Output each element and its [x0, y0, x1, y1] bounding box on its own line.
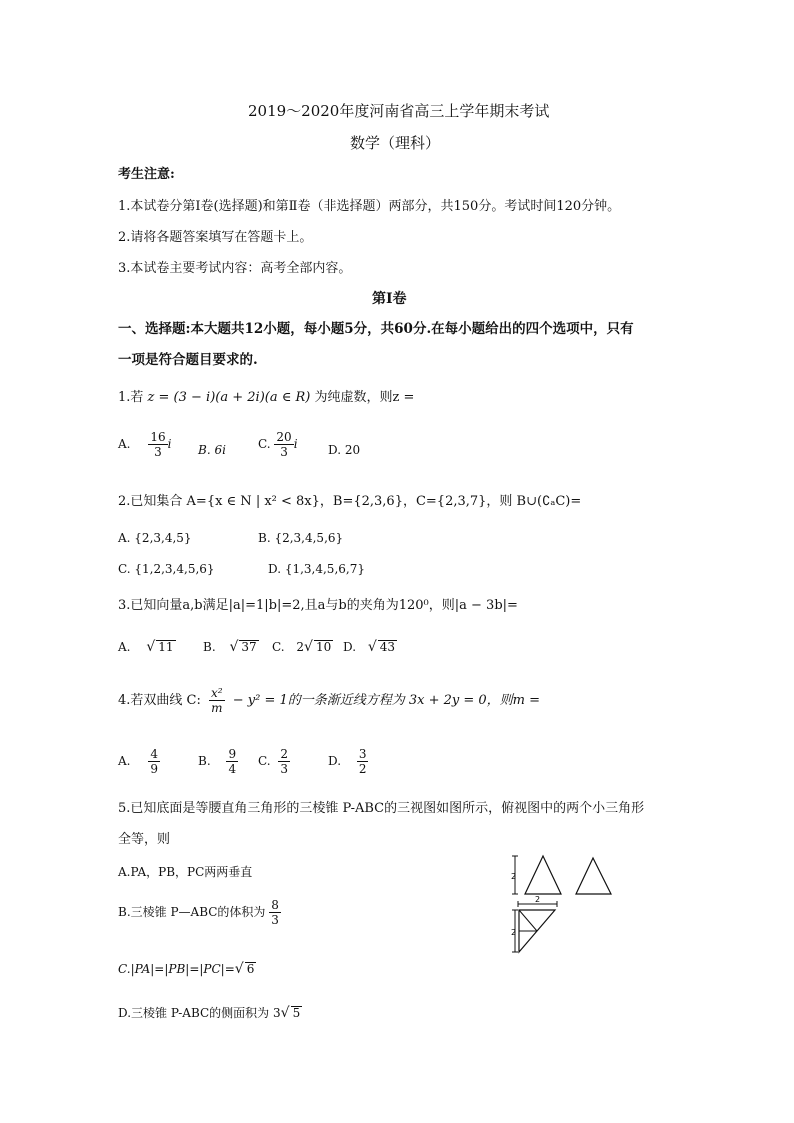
q5-c-radicand: 6 — [246, 962, 255, 976]
q4-b-label: B. — [198, 754, 211, 768]
q4-suffix: − y² = 1的一条渐近线方程为 3x + 2y = 0，则m = — [232, 693, 541, 708]
q4-d-den: 2 — [358, 762, 367, 776]
q5-b-den: 3 — [271, 913, 279, 927]
question-5-stem-line1: 5.已知底面是等腰直角三角形的三棱锥 P-ABC的三视图如图所示，俯视图中的两个小三角形 — [118, 801, 645, 816]
question-3-stem: 3.已知向量a,b满足|a|=1|b|=2,且a与b的夹角为120⁰，则|a − 3b|= — [118, 598, 518, 613]
q4-b-den: 4 — [228, 762, 237, 776]
q4-frac-den: m — [211, 701, 223, 715]
section-heading-line1: 一、选择题:本大题共12小题，每小题5分，共60分.在每小题给出的四个选项中，只有 — [118, 321, 634, 337]
q4-option-d — [328, 747, 368, 776]
q4-c-num: 2 — [280, 747, 289, 761]
q3-option-a: A. √ 11 — [118, 639, 174, 655]
front-view-triangle — [525, 856, 561, 894]
q3-c-label: C. — [272, 640, 285, 654]
question-1-stem — [118, 391, 414, 404]
q3-a-label: A. — [118, 640, 131, 654]
q1-c-label: C. — [258, 437, 271, 451]
top-width-label: 2 — [535, 895, 541, 904]
q4-b-fraction — [226, 747, 238, 776]
q1-option-d: D. 20 — [328, 443, 361, 457]
q4-prefix: 4.若双曲线 C: — [118, 693, 201, 708]
notice-item-1: 1.本试卷分第Ⅰ卷(选择题)和第Ⅱ卷（非选择题）两部分，共150分。考试时间120分钟。 — [118, 199, 621, 214]
q1-c-unit: i — [293, 437, 298, 451]
q5-c-text: C.|PA|=|PB|=|PC|= — [118, 962, 235, 976]
q2-option-a: A. {2,3,4,5} — [118, 531, 192, 545]
q5-b-fraction — [269, 898, 281, 927]
q3-option-d: D. √ 43 — [343, 639, 396, 655]
q3-d-radicand: 43 — [379, 640, 396, 654]
notice-heading: 考生注意: — [118, 167, 175, 182]
q1-c-den: 3 — [280, 445, 288, 459]
q5-b-num: 8 — [271, 898, 279, 912]
q1-c-fraction — [274, 430, 293, 459]
q4-frac-num: x² — [211, 686, 223, 700]
q3-b-radicand: 37 — [241, 640, 257, 654]
q1-expression: z = (3 − i)(a + 2i)(a ∈ R) — [147, 390, 311, 405]
question-2-stem: 2.已知集合 A={x ∈ N | x² < 8x}，B={2,3,6}，C={2,3,7}，则 B∪(∁ₐC)= — [118, 494, 582, 509]
q4-a-fraction — [148, 747, 160, 776]
q3-b-label: B. — [203, 640, 216, 654]
q5-option-c: C.|PA|=|PB|=|PC|=√ 6 — [118, 961, 255, 977]
q4-c-label: C. — [258, 754, 271, 768]
q5-option-d: D.三棱锥 P-ABC的侧面积为 3√ 5 — [118, 1005, 301, 1021]
q3-option-b: B. √ 37 — [203, 639, 257, 655]
question-5-stem-line2: 全等，则 — [118, 832, 171, 847]
q4-d-num: 3 — [358, 747, 367, 761]
q1-option-c — [258, 430, 298, 459]
q2-option-b: B. {2,3,4,5,6} — [258, 531, 344, 545]
q4-a-num: 4 — [150, 747, 158, 761]
q4-c-fraction — [278, 747, 290, 776]
q4-d-label: D. — [328, 754, 342, 768]
q4-b-num: 9 — [228, 747, 237, 761]
q3-a-radicand: 11 — [158, 640, 174, 654]
q2-option-d: D. {1,3,4,5,6,7} — [268, 562, 365, 576]
q1-option-a — [118, 430, 171, 459]
q4-option-c — [258, 747, 290, 776]
q2-option-c: C. {1,2,3,4,5,6} — [118, 562, 215, 576]
question-4-stem — [118, 686, 540, 715]
q1-suffix: 为纯虚数，则z = — [314, 390, 415, 405]
q3-c-coef: 2 — [296, 640, 305, 654]
notice-item-3: 3.本试卷主要考试内容：高考全部内容。 — [118, 261, 352, 276]
q4-c-den: 3 — [280, 762, 289, 776]
three-view-figure — [505, 852, 620, 962]
q1-c-num: 20 — [276, 430, 292, 444]
q4-d-fraction — [357, 747, 369, 776]
q3-d-label: D. — [343, 640, 357, 654]
q4-a-label: A. — [118, 754, 131, 768]
q5-option-b — [118, 898, 281, 927]
q4-option-b — [198, 747, 238, 776]
q5-option-a: A.PA，PB，PC两两垂直 — [118, 865, 253, 879]
q4-a-den: 9 — [150, 762, 158, 776]
exam-subtitle: 数学（理科） — [350, 134, 441, 152]
q5-d-radicand: 5 — [292, 1006, 301, 1020]
q4-option-a — [118, 747, 160, 776]
exam-title: 2019～2020年度河南省高三上学年期末考试 — [248, 102, 550, 120]
q1-a-num: 16 — [150, 430, 166, 444]
q5-d-text: D.三棱锥 P-ABC的侧面积为 3 — [118, 1006, 281, 1020]
notice-item-2: 2.请将各题答案填写在答题卡上。 — [118, 230, 313, 245]
top-height-label: 2 — [511, 928, 517, 937]
q1-a-fraction — [148, 430, 167, 459]
section-heading-line2: 一项是符合题目要求的. — [118, 352, 258, 368]
q4-fraction — [209, 686, 225, 715]
q1-a-label: A. — [118, 437, 131, 451]
front-height-label: 2 — [511, 872, 517, 881]
q3-c-radicand: 10 — [315, 640, 332, 654]
q1-option-b: B. 6i — [198, 443, 226, 457]
q1-a-unit: i — [167, 437, 172, 451]
q5-b-text: B.三棱锥 P—ABC的体积为 — [118, 905, 266, 919]
q1-a-den: 3 — [154, 445, 162, 459]
part-label: 第Ⅰ卷 — [372, 291, 407, 307]
side-view-triangle — [576, 858, 611, 894]
q1-prefix: 1.若 — [118, 390, 144, 405]
q3-option-c: C. 2√ 10 — [272, 639, 332, 655]
